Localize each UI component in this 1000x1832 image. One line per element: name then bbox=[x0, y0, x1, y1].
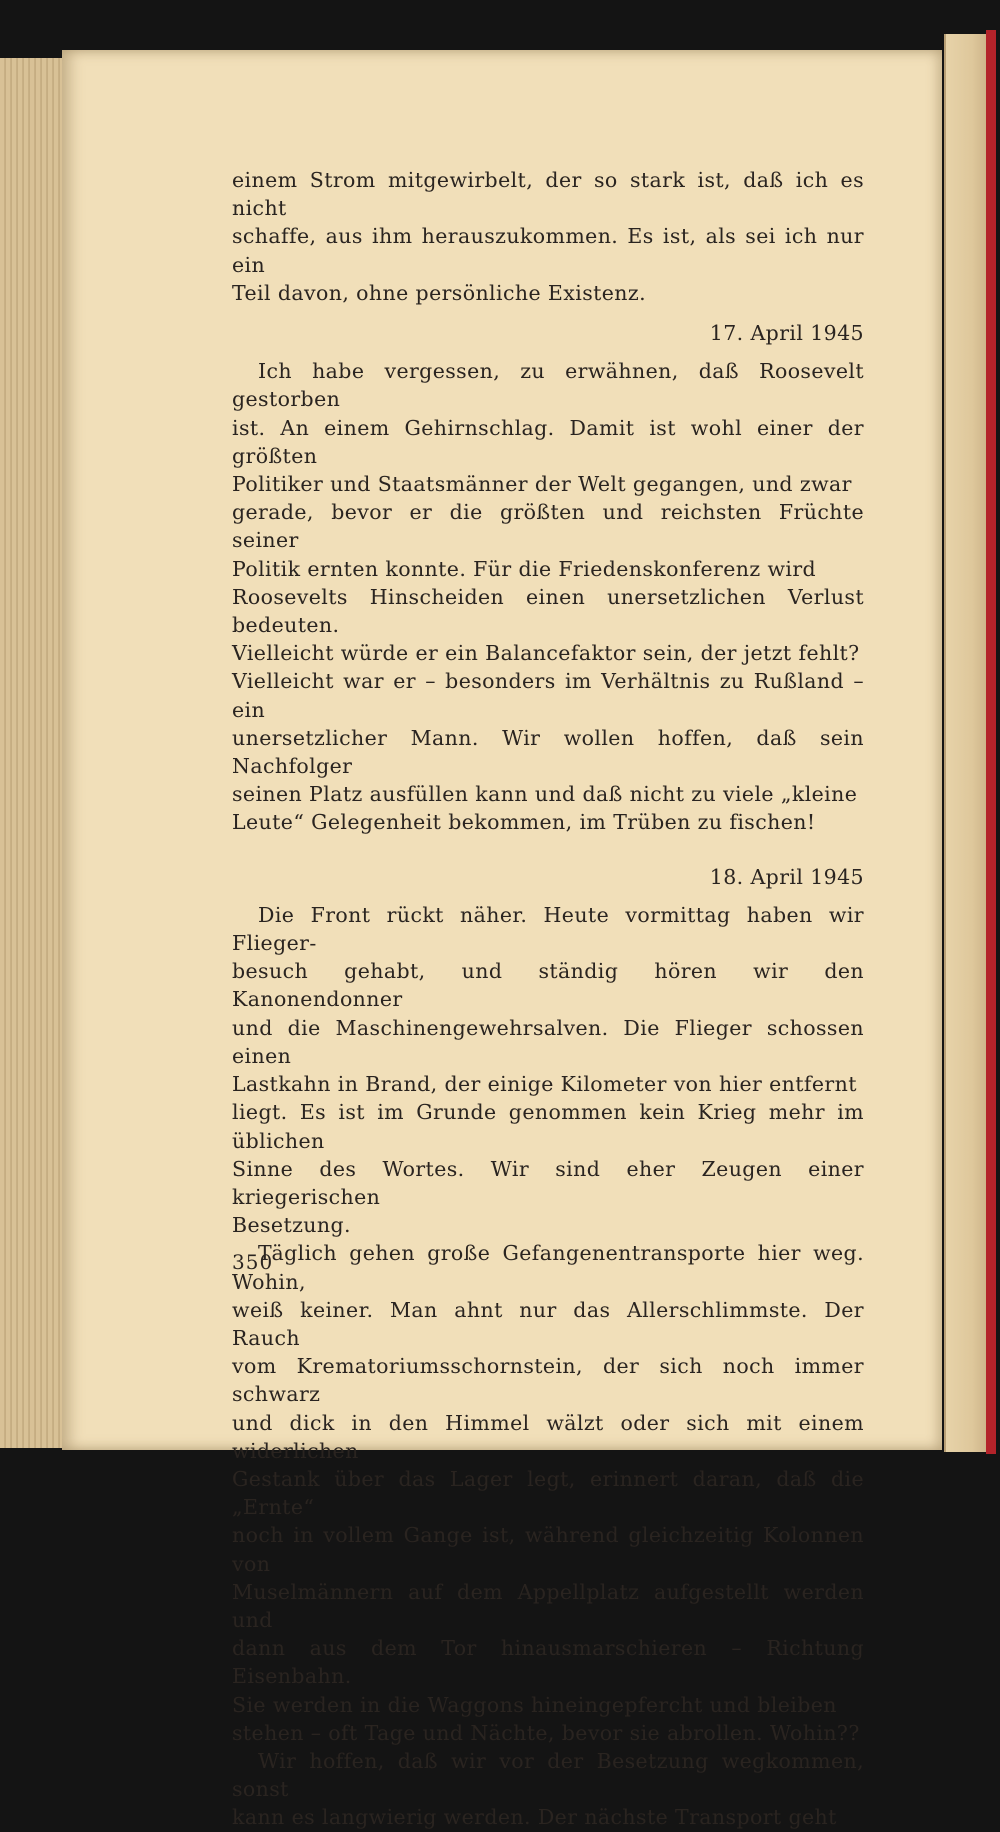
line: Politik ernten konnte. Für die Friedenskonferenz wird bbox=[232, 556, 817, 581]
paragraph-3 bbox=[232, 901, 864, 1239]
paragraph-5 bbox=[232, 1747, 864, 1832]
line: Gestank über das Lager legt, erinnert daran, daß die „Ernte“ bbox=[232, 1466, 864, 1520]
line: vom Krematoriumsschornstein, der sich noch immer schwarz bbox=[232, 1354, 864, 1407]
line: ist. An einem Gehirnschlag. Damit ist wohl einer der größten bbox=[232, 415, 864, 468]
line: und dick in den Himmel wälzt oder sich mit einem widerlichen bbox=[232, 1410, 864, 1463]
line: liegt. Es ist im Grunde genommen kein Krieg mehr im üblichen bbox=[232, 1100, 864, 1153]
entry-date-2: 18. April 1945 bbox=[709, 864, 864, 889]
line: Wir hoffen, daß wir vor der Besetzung wegkommen, sonst bbox=[232, 1748, 864, 1802]
line: Besetzung. bbox=[232, 1213, 351, 1238]
line: und die Maschinengewehrsalven. Die Flieger schossen einen bbox=[232, 1015, 864, 1068]
page-number: 350 bbox=[232, 1250, 274, 1274]
line: unersetzlicher Mann. Wir wollen hoffen, daß sein Nachfolger bbox=[232, 725, 864, 779]
line: kann es langwierig werden. Der nächste Transport geht bbox=[232, 1805, 837, 1830]
line: Politiker und Staatsmänner der Welt gegangen, und zwar bbox=[232, 472, 852, 497]
paragraph-4 bbox=[232, 1239, 864, 1747]
facing-page-edge bbox=[944, 34, 990, 1452]
line: noch in vollem Gange ist, während gleichzeitig Kolonnen von bbox=[232, 1523, 864, 1576]
entry-date-1: 17. April 1945 bbox=[709, 321, 864, 346]
line: weiß keiner. Man ahnt nur das Allerschlimmste. Der Rauch bbox=[232, 1297, 864, 1350]
line: Vielleicht würde er ein Balancefaktor sein, der jetzt fehlt? bbox=[232, 641, 860, 666]
line: Sinne des Wortes. Wir sind eher Zeugen einer kriegerischen bbox=[232, 1156, 864, 1209]
line: einem Strom mitgewirbelt, der so stark ist, daß ich es nicht bbox=[232, 168, 864, 221]
line: Täglich gehen große Gefangenentransporte hier weg. Wohin, bbox=[232, 1241, 864, 1294]
line: Sie werden in die Waggons hineingepfercht und bleiben bbox=[232, 1692, 837, 1717]
line: Vielleicht war er – besonders im Verhältnis zu Rußland – ein bbox=[232, 669, 864, 722]
paragraph-2 bbox=[232, 357, 864, 836]
line: dann aus dem Tor hinausmarschieren – Richtung Eisenbahn. bbox=[232, 1636, 864, 1689]
line: Muselmännern auf dem Appellplatz aufgestellt werden und bbox=[232, 1579, 864, 1632]
page-text bbox=[232, 166, 864, 1832]
line: seinen Platz ausfüllen kann und daß nicht zu viele „kleine bbox=[232, 782, 858, 807]
line: gerade, bevor er die größten und reichsten Früchte seiner bbox=[232, 500, 864, 553]
line: besuch gehabt, und ständig hören wir den Kanonendonner bbox=[232, 959, 864, 1012]
line: Ich habe vergessen, zu erwähnen, daß Roosevelt gestorben bbox=[232, 359, 864, 412]
paragraph-1 bbox=[232, 166, 864, 307]
line: Lastkahn in Brand, der einige Kilometer von hier entfernt bbox=[232, 1072, 857, 1097]
line: Teil davon, ohne persönliche Existenz. bbox=[232, 280, 646, 305]
line: Die Front rückt näher. Heute vormittag haben wir Flieger- bbox=[232, 902, 864, 956]
line: Leute“ Gelegenheit bekommen, im Trüben zu fischen! bbox=[232, 810, 816, 835]
book-cover-edge bbox=[986, 30, 996, 1454]
line: schaffe, aus ihm herauszukommen. Es ist, als sei ich nur ein bbox=[232, 224, 864, 277]
line: Roosevelts Hinscheiden einen unersetzlichen Verlust bedeuten. bbox=[232, 584, 864, 638]
line: stehen – oft Tage und Nächte, bevor sie abrollen. Wohin?? bbox=[232, 1720, 860, 1745]
